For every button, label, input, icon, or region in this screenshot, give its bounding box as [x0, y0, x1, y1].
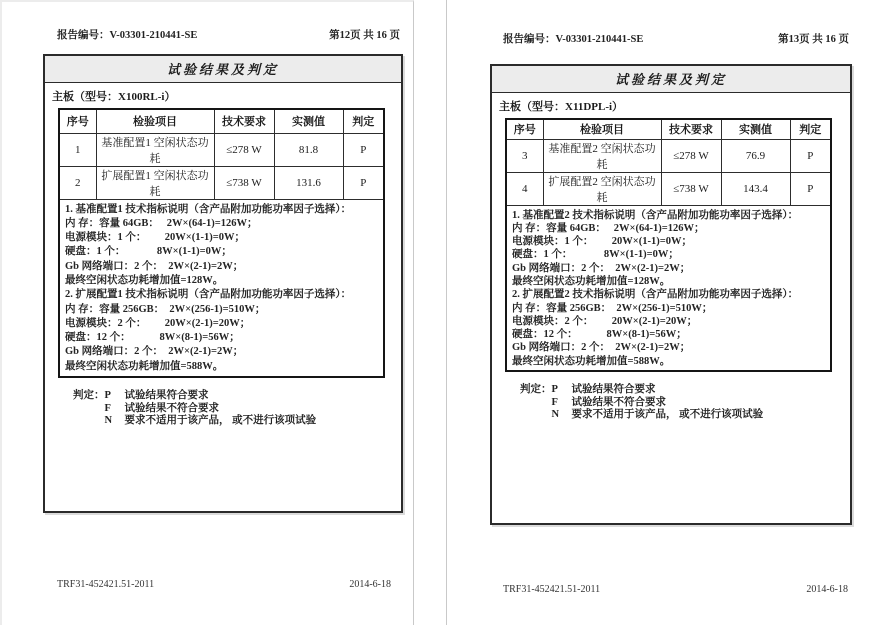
- notes-section: [59, 199, 384, 377]
- note-line: 内 存：容量 256GB： 2W×(256-1)=510W；: [65, 303, 266, 315]
- page-header: [503, 31, 849, 46]
- table-row: [506, 139, 831, 172]
- cell-verdict: P: [343, 133, 384, 166]
- legend-text: 试验结果符合要求: [571, 384, 656, 396]
- legend-item: [105, 403, 317, 416]
- legend-label: 判定：: [520, 384, 552, 396]
- legend-item: [552, 409, 764, 422]
- legend-item: [552, 384, 764, 397]
- table-header-row: [59, 109, 384, 133]
- page-number: 第13页 共 16 页: [778, 34, 849, 45]
- legend-text: 试验结果不符合要求: [571, 396, 666, 408]
- note-line: 2. 扩展配置2 技术指标说明（含产品附加功能功率因子选择）：: [512, 289, 799, 301]
- header-requirement: 技术要求: [661, 119, 721, 139]
- results-box: [43, 54, 403, 513]
- cell-seq: 1: [59, 133, 96, 166]
- report-page-13: [446, 0, 894, 625]
- cell-verdict: P: [343, 166, 384, 199]
- results-table: [58, 108, 385, 378]
- note-line: Gb 网络端口：2 个： 2W×(2-1)=2W；: [65, 260, 244, 272]
- note-line: 硬盘：12 个： 8W×(8-1)=56W；: [65, 332, 240, 344]
- cell-requirement: ≤738 W: [214, 166, 274, 199]
- table-row: [506, 172, 831, 205]
- notes-row: [59, 199, 384, 377]
- legend-items: [552, 384, 764, 422]
- note-line: 1. 基准配置2 技术指标说明（含产品附加功能功率因子选择）：: [512, 209, 799, 221]
- legend-code: P: [104, 390, 111, 402]
- verdict-legend: [520, 384, 850, 422]
- cell-measured: 76.9: [721, 139, 790, 172]
- cell-seq: 4: [506, 172, 543, 205]
- header-measured: 实测值: [274, 109, 343, 133]
- cell-verdict: P: [790, 172, 831, 205]
- cell-requirement: ≤278 W: [214, 133, 274, 166]
- legend-item: [552, 397, 764, 410]
- note-line: 硬盘：12 个： 8W×(8-1)=56W；: [512, 329, 687, 341]
- cell-requirement: ≤278 W: [661, 139, 721, 172]
- results-table: [505, 118, 832, 372]
- note-line: 2. 扩展配置1 技术指标说明（含产品附加功能功率因子选择）：: [65, 289, 352, 301]
- header-verdict: 判定: [343, 109, 384, 133]
- note-line: 1. 基准配置1 技术指标说明（含产品附加功能功率因子选择）：: [65, 203, 352, 215]
- board-model: 主板（型号：X100RL-i）: [52, 91, 176, 103]
- section-title: 试验结果及判定: [492, 66, 850, 93]
- legend-label: 判定：: [73, 390, 105, 402]
- footer-standard-number: TRF31-452421.51-2011: [503, 584, 601, 595]
- table-header-row: [506, 119, 831, 139]
- legend-code: F: [104, 402, 111, 414]
- legend-code: N: [551, 409, 560, 421]
- table-row: [59, 133, 384, 166]
- note-line: 硬盘：1 个： 8W×(1-1)=0W；: [65, 246, 232, 258]
- notes-row: [506, 205, 831, 371]
- page-footer: [57, 579, 391, 590]
- cell-item: 扩展配置2 空闲状态功耗: [543, 172, 661, 205]
- legend-item: [105, 415, 317, 428]
- header-seq: 序号: [59, 109, 96, 133]
- page-footer: [503, 584, 848, 595]
- note-line: Gb 网络端口：2 个： 2W×(2-1)=2W；: [512, 342, 691, 354]
- note-line: 最终空闲状态功耗增加值=588W。: [65, 360, 224, 372]
- cell-measured: 143.4: [721, 172, 790, 205]
- note-line: 内 存：容量 64GB： 2W×(64-1)=126W；: [512, 222, 705, 234]
- section-title: 试验结果及判定: [45, 56, 401, 83]
- report-number: 报告编号：V-03301-210441-SE: [57, 30, 198, 41]
- page-number: 第12页 共 16 页: [329, 30, 400, 41]
- footer-date: 2014-6-18: [349, 579, 391, 590]
- header-item: 检验项目: [96, 109, 214, 133]
- legend-text: 要求不适用于该产品， 或不进行该项试验: [571, 409, 764, 421]
- note-line: 电源模块：1 个： 20W×(1-1)=0W；: [65, 232, 245, 244]
- board-model: 主板（型号：X11DPL-i）: [499, 101, 624, 113]
- header-item: 检验项目: [543, 119, 661, 139]
- cell-item: 基准配置1 空闲状态功耗: [96, 133, 214, 166]
- note-line: 内 存：容量 64GB： 2W×(64-1)=126W；: [65, 217, 258, 229]
- footer-date: 2014-6-18: [806, 584, 848, 595]
- table-row: [59, 166, 384, 199]
- cell-measured: 81.8: [274, 133, 343, 166]
- header-verdict: 判定: [790, 119, 831, 139]
- note-line: 最终空闲状态功耗增加值=128W。: [512, 275, 671, 287]
- notes-section: [506, 205, 831, 371]
- header-seq: 序号: [506, 119, 543, 139]
- note-line: 内 存：容量 256GB： 2W×(256-1)=510W；: [512, 302, 713, 314]
- report-number: 报告编号：V-03301-210441-SE: [503, 34, 644, 45]
- note-line: Gb 网络端口：2 个： 2W×(2-1)=2W；: [512, 262, 691, 274]
- cell-verdict: P: [790, 139, 831, 172]
- note-line: 电源模块：2 个： 20W×(2-1)=20W；: [512, 315, 698, 327]
- legend-code: P: [551, 384, 558, 396]
- results-box: [490, 64, 852, 525]
- cell-measured: 131.6: [274, 166, 343, 199]
- header-measured: 实测值: [721, 119, 790, 139]
- legend-text: 要求不适用于该产品， 或不进行该项试验: [124, 415, 317, 427]
- verdict-legend: [73, 390, 401, 428]
- note-line: 硬盘：1 个： 8W×(1-1)=0W；: [512, 249, 679, 261]
- note-line: 电源模块：1 个： 20W×(1-1)=0W；: [512, 236, 692, 248]
- report-page-12: [0, 0, 414, 625]
- cell-requirement: ≤738 W: [661, 172, 721, 205]
- note-line: 电源模块：2 个： 20W×(2-1)=20W；: [65, 317, 251, 329]
- legend-item: [105, 390, 317, 403]
- footer-standard-number: TRF31-452421.51-2011: [57, 579, 155, 590]
- cell-seq: 2: [59, 166, 96, 199]
- note-line: 最终空闲状态功耗增加值=128W。: [65, 274, 224, 286]
- cell-item: 扩展配置1 空闲状态功耗: [96, 166, 214, 199]
- header-requirement: 技术要求: [214, 109, 274, 133]
- legend-code: N: [104, 415, 113, 427]
- legend-text: 试验结果符合要求: [124, 390, 209, 402]
- cell-seq: 3: [506, 139, 543, 172]
- legend-items: [105, 390, 317, 428]
- page-header: [57, 27, 400, 42]
- legend-code: F: [551, 396, 558, 408]
- cell-item: 基准配置2 空闲状态功耗: [543, 139, 661, 172]
- note-line: Gb 网络端口：2 个： 2W×(2-1)=2W；: [65, 346, 244, 358]
- legend-text: 试验结果不符合要求: [124, 402, 219, 414]
- note-line: 最终空闲状态功耗增加值=588W。: [512, 355, 671, 367]
